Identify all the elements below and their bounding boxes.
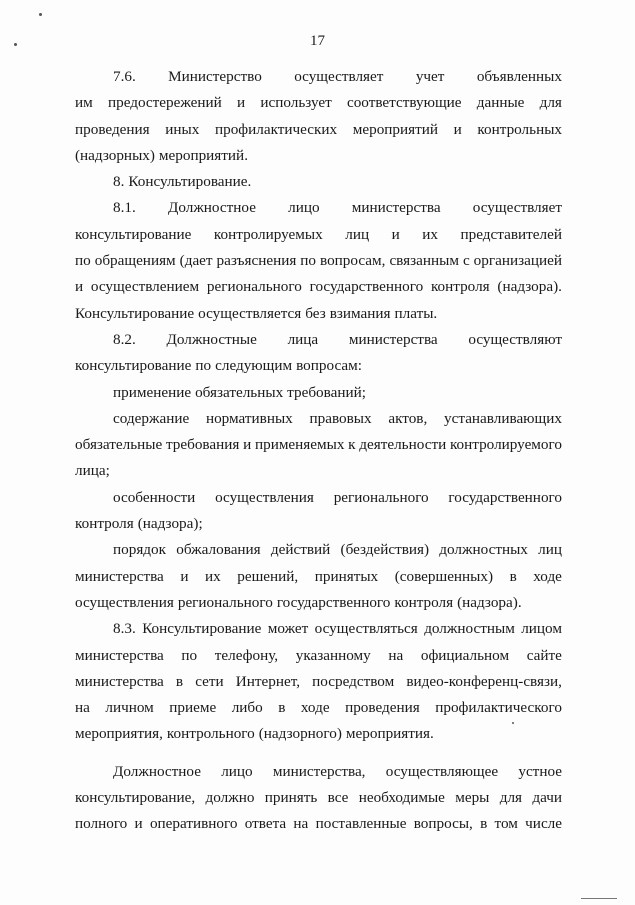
word: оперативного [149, 815, 238, 833]
word: лиц [538, 541, 562, 559]
word: консультирование [75, 357, 192, 375]
word: взимания [329, 304, 391, 322]
word: дачи [532, 789, 562, 807]
text-line [75, 432, 562, 458]
word: вопросам, [320, 252, 386, 270]
word: вопросы, [413, 815, 473, 833]
word: министерства [348, 330, 438, 348]
word: (надзора). [457, 593, 522, 611]
word: Интернет, [235, 672, 301, 690]
word: профилактического [435, 699, 562, 717]
word: сайте [526, 646, 562, 664]
word: использует [260, 94, 332, 112]
word: осуществляет [472, 199, 562, 217]
word: деятельности [359, 436, 447, 454]
word: осуществляет [294, 68, 384, 85]
word: полного [75, 815, 128, 833]
word: иных [165, 120, 200, 138]
text-line [75, 353, 562, 379]
scan-edge-mark [581, 898, 617, 899]
document-body [75, 64, 562, 838]
word: лица [287, 330, 319, 348]
text-line [75, 380, 562, 406]
word: им [75, 94, 93, 112]
word: лицом [521, 620, 562, 638]
word: и [243, 436, 252, 454]
word: учет [415, 68, 445, 85]
word: требований; [287, 383, 366, 401]
word: вопросам: [296, 357, 362, 375]
word: должно [205, 789, 255, 807]
word: личном [105, 699, 154, 717]
text-line [75, 90, 562, 116]
word: ходе [533, 567, 562, 585]
word: актов, [388, 409, 428, 427]
scan-speck [14, 43, 17, 46]
word: (надзора); [137, 515, 203, 533]
word: Должностное [113, 762, 201, 780]
word: принять [264, 789, 318, 807]
word: Консультирование. [128, 173, 252, 191]
word: осуществляющее [385, 762, 499, 780]
word: обжалования [176, 541, 261, 559]
text-line [75, 721, 562, 747]
word: 8.3. [113, 620, 136, 638]
word: на [388, 646, 404, 664]
word: порядок [113, 541, 167, 559]
word: (надзорных) [75, 146, 155, 164]
text-line [75, 117, 562, 143]
text-line [75, 785, 562, 811]
text-line [75, 64, 562, 90]
word: государственного [309, 278, 424, 296]
word: (дает [179, 252, 213, 270]
text-line [75, 274, 562, 300]
word: ответа [244, 815, 287, 833]
word: для [499, 789, 523, 807]
word: для [539, 94, 562, 112]
word: предостережений [107, 94, 222, 112]
word: указанному [295, 646, 371, 664]
word: действий [270, 541, 331, 559]
word: правовых [309, 409, 372, 427]
word: их [205, 567, 221, 585]
page-number: 17 [310, 33, 325, 49]
word: регионального [206, 278, 302, 296]
word: мероприятия. [345, 725, 434, 743]
word: может [267, 620, 309, 638]
word: требования [165, 436, 240, 454]
text-line [75, 485, 562, 511]
text-line [75, 616, 562, 642]
word: сети [195, 672, 224, 690]
word: следующим [215, 357, 293, 375]
word: применение [113, 383, 192, 401]
word: и [134, 815, 143, 833]
word: министерства, [272, 762, 366, 780]
word: принятых [314, 567, 379, 585]
word: контролируемых [213, 225, 323, 243]
word: посредством [312, 672, 395, 690]
word: консультирование [75, 225, 192, 243]
word: обязательные [75, 436, 163, 454]
word: осуществления [75, 593, 174, 611]
word: нормативных [205, 409, 293, 427]
word: (надзорного) [258, 725, 342, 743]
word: поставленные [315, 815, 407, 833]
word: Консультирование [75, 304, 195, 322]
text-line [75, 759, 562, 785]
word: том [494, 815, 518, 833]
text-line [75, 537, 562, 563]
word: и [391, 225, 400, 243]
text-line [75, 248, 562, 274]
text-line [75, 564, 562, 590]
word: мероприятия, [75, 725, 163, 743]
word: государственного [276, 593, 391, 611]
word: профилактических [214, 120, 338, 138]
word: лицо [288, 199, 320, 217]
word: и [180, 567, 189, 585]
word: в [509, 567, 517, 585]
word: в [175, 672, 184, 690]
word: 8. [113, 173, 125, 191]
word: по [195, 357, 212, 375]
text-line [75, 458, 562, 484]
word: и [453, 120, 462, 138]
word: министерства [75, 672, 164, 690]
word: платы. [394, 304, 438, 322]
word: регионального [177, 593, 273, 611]
word: контроля [75, 515, 134, 533]
text-line [75, 195, 562, 221]
word: обращениям [94, 252, 176, 270]
word: министерства [75, 567, 164, 585]
word: решений, [237, 567, 299, 585]
word: проведения [75, 120, 150, 138]
word: представителей [460, 225, 562, 243]
word: соответствующие [346, 94, 462, 112]
word: контролируемого [449, 436, 562, 454]
word: телефону, [214, 646, 279, 664]
word: особенности [113, 488, 196, 506]
word: применяемых [254, 436, 345, 454]
scan-speck [512, 722, 514, 724]
word: либо [231, 699, 263, 717]
word: организацией [473, 252, 562, 270]
word: устанавливающих [444, 409, 562, 427]
word: видео-конференц-связи, [406, 672, 562, 690]
word: и [237, 94, 246, 112]
word: официальном [420, 646, 510, 664]
word: по [181, 646, 198, 664]
word: без [305, 304, 326, 322]
word: осуществляется [198, 304, 302, 322]
word: осуществлением [90, 278, 200, 296]
word: их [422, 225, 439, 243]
word: обязательных [195, 383, 284, 401]
word: (совершенных) [394, 567, 494, 585]
text-line [75, 695, 562, 721]
word: должностных [439, 541, 528, 559]
text-line [75, 222, 562, 248]
word: Министерство [168, 68, 262, 85]
word: по [75, 252, 91, 270]
word: (бездействия) [340, 541, 430, 559]
word: в [278, 699, 286, 717]
text-line [75, 590, 562, 616]
word: осуществляют [468, 330, 562, 348]
word: контроля [430, 278, 490, 296]
word: осуществления [215, 488, 314, 506]
word: в [480, 815, 488, 833]
text-line [75, 811, 562, 837]
word: консультирование, [75, 789, 196, 807]
word: регионального [333, 488, 429, 506]
word: министерства [351, 199, 441, 217]
word: государственного [448, 488, 562, 506]
word: с [462, 252, 470, 270]
word: осуществляться [314, 620, 418, 638]
word: числе [525, 815, 562, 833]
word: все [327, 789, 349, 807]
word: по [300, 252, 317, 270]
word: связанным [389, 252, 459, 270]
word: (надзора). [497, 278, 562, 296]
word: мероприятий. [158, 146, 248, 164]
text-line [75, 406, 562, 432]
word: контроля [394, 593, 454, 611]
paragraph-gap [75, 748, 562, 759]
word: министерства [75, 646, 164, 664]
word: на [293, 815, 309, 833]
word: должностным [424, 620, 515, 638]
word: мероприятий [352, 120, 439, 138]
word: необходимые [358, 789, 445, 807]
word: содержание [113, 409, 190, 427]
word: Должностные [166, 330, 257, 348]
word: приеме [169, 699, 217, 717]
word: лица; [75, 462, 110, 480]
word: лиц [345, 225, 370, 243]
word: лицо [221, 762, 253, 780]
word: меры [455, 789, 490, 807]
word: 7.6. [113, 68, 136, 85]
word: на [75, 699, 90, 717]
word: 8.2. [113, 330, 136, 348]
word: разъяснения [216, 252, 297, 270]
text-line [75, 301, 562, 327]
word: Должностное [167, 199, 256, 217]
word: устное [518, 762, 562, 780]
word: к [348, 436, 356, 454]
text-line [75, 669, 562, 695]
word: данные [476, 94, 525, 112]
text-line [75, 511, 562, 537]
word: и [75, 278, 84, 296]
text-line [75, 169, 562, 195]
scan-speck [39, 13, 42, 16]
text-line [75, 643, 562, 669]
word: объявленных [476, 68, 562, 85]
word: контрольных [477, 120, 562, 138]
word: 8.1. [113, 199, 136, 217]
text-line [75, 143, 562, 169]
word: проведения [345, 699, 420, 717]
word: контрольного [166, 725, 255, 743]
word: Консультирование [142, 620, 262, 638]
word: ходе [300, 699, 330, 717]
text-line [75, 327, 562, 353]
